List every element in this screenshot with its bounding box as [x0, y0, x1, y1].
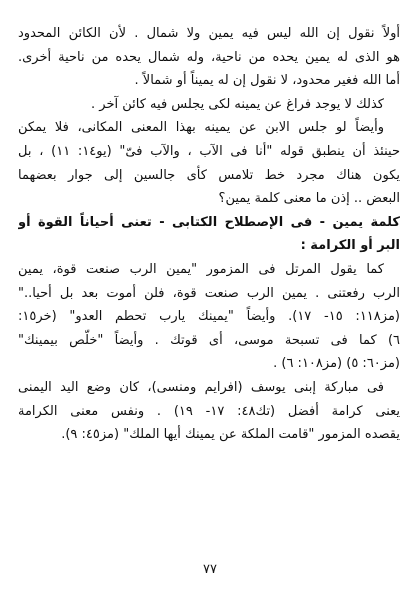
- text-line: (مز٦٠: ٥) (مز١٠٨: ٦) .: [273, 356, 400, 372]
- text-line: (مز١١٨: ١٥- ١٧). وأيضاً "يمينك يارب تحطم العدو" (خر١٥:: [18, 309, 400, 325]
- section-heading: البر أو الكرامة :: [300, 238, 400, 254]
- text-line: هو الذى له يمين يحده من ناحية، وله شمال يحده من ناحية أخرى.: [18, 49, 400, 65]
- page-number: ٧٧: [203, 562, 217, 577]
- text-line: وأيضاً لو جلس الابن عن يمينه بهذا المعنى المكانى، فلا يمكن: [18, 120, 384, 136]
- text-line: يعنى كرامة أفضل (تك٤٨: ١٧- ١٩) . ونفس معنى الكرامة: [18, 403, 400, 419]
- text-line: البعض .. إذن ما معنى كلمة يمين؟: [218, 191, 400, 207]
- text-line: كما يقول المرتل فى المزمور "يمين الرب صنعت قوة، يمين: [18, 261, 384, 277]
- text-line: يقصده المزمور "قامت الملكة عن يمينك أيها الملك" (مز٤٥: ٩).: [61, 427, 400, 443]
- text-line: أما الله فغير محدود، لا نقول إن له يميناً أو شمالاً .: [134, 73, 400, 89]
- text-line: الرب رفعتنى . يمين الرب صنعت قوة، فلن أموت بعد بل أحيا..": [18, 285, 400, 301]
- text-line: ٦) كما فى تسبحة موسى، أى قوتك . وأيضاً "خلّص بيمينك": [18, 332, 400, 348]
- text-line: كذلك لا يوجد فراغ عن يمينه لكى يجلس فيه كائن آخر .: [91, 96, 384, 112]
- page-text: [18, 22, 400, 447]
- text-line: حينئذ أن ينطبق قوله "أنا فى الآب ، والآب فىّ" (يو١٤: ١١) ، بل: [18, 143, 400, 159]
- text-line: يكون هناك مجرد خط تلامس كأى جالسين إلى جوار بعضهما: [18, 167, 400, 183]
- section-heading: كلمة يمين - فى الإصطلاح الكتابى - تعنى أحياناً القوة أو: [18, 214, 400, 230]
- text-line: أولاً نقول إن الله ليس فيه يمين ولا شمال . لأن الكائن المحدود: [18, 26, 400, 41]
- text-line: فى مباركة إبنى يوسف (افرايم ومنسى)، كان وضع اليد اليمنى: [18, 379, 384, 395]
